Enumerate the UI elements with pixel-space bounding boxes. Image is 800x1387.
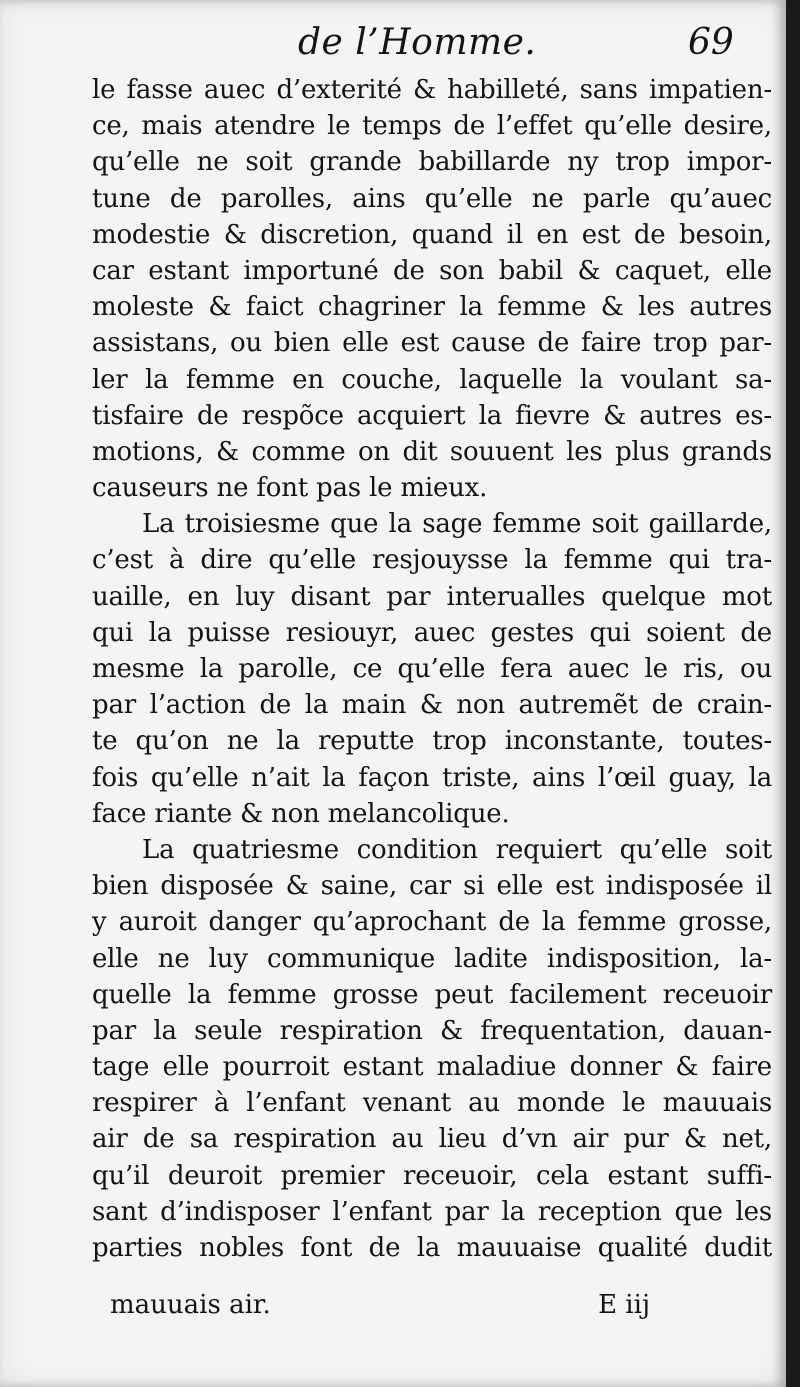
signature-mark: E iij: [598, 1290, 650, 1320]
text-line: face riante & non melancolique.: [92, 798, 510, 829]
text-line: ler la femme en couche, laquelle la voulant sa-: [92, 364, 772, 395]
text-line: tisfaire de respõce acquiert la fievre & autres es-: [92, 400, 772, 431]
text-line: le fasse auec d’exterité & habilleté, sans impatien-: [92, 75, 772, 105]
text-line: ce, mais atendre le temps de l’effet qu’elle desire,: [92, 111, 772, 142]
text-line: par la seule respiration & frequentation, dauan-: [92, 1015, 772, 1046]
text-line: te qu’on ne la reputte trop inconstante, toutes-: [92, 726, 772, 757]
text-line: par l’action de la main & non autremẽt de crain-: [92, 690, 772, 721]
text-line: parties nobles font de la mauuaise qualité dudit: [92, 1233, 772, 1263]
running-title: de l’Homme.: [298, 22, 537, 63]
text-line: qu’il deuroit premier receuoir, cela estant suffi-: [92, 1160, 772, 1191]
text-line: La quatriesme condition requiert qu’elle soit: [142, 834, 772, 865]
final-line: mauuais air.: [110, 1290, 271, 1320]
text-line: tage elle pourroit estant maladiue donner & faire: [92, 1052, 772, 1083]
text-line: air de sa respiration au lieu d’vn air pur & net,: [92, 1124, 772, 1155]
page-footer: [110, 1290, 650, 1326]
text-line: bien disposée & saine, car si elle est indisposée il: [92, 871, 772, 902]
text-line: y auroit danger qu’aprochant de la femme grosse,: [92, 907, 772, 938]
text-line: elle ne luy communique ladite indisposition, la-: [92, 943, 772, 974]
text-line: qui la puisse resiouyr, auec gestes qui soient de: [92, 617, 772, 648]
text-line: qu’elle ne soit grande babillarde ny trop impor-: [92, 147, 772, 178]
page-header: [0, 22, 786, 72]
text-line: motions, & comme on dit souuent les plus grands: [92, 436, 772, 467]
page-number: 69: [688, 22, 734, 63]
text-line: tune de parolles, ains qu’elle ne parle qu’auec: [92, 183, 772, 214]
text-line: moleste & faict chagriner la femme & les autres: [92, 292, 772, 323]
text-line: car estant importuné de son babil & caquet, elle: [92, 255, 772, 286]
text-line: c’est à dire qu’elle resjouysse la femme qui tra-: [92, 545, 772, 576]
text-line: quelle la femme grosse peut facilement receuoir: [92, 979, 772, 1010]
text-line: fois qu’elle n’ait la façon triste, ains l’œil guay, la: [92, 762, 772, 793]
text-line: uaille, en luy disant par interualles quelque mot: [92, 581, 772, 612]
text-line: sant d’indisposer l’enfant par la reception que les: [92, 1196, 772, 1227]
body-text: [92, 72, 772, 1266]
text-line: causeurs ne font pas le mieux.: [92, 473, 488, 504]
text-line: respirer à l’enfant venant au monde le mauuais: [92, 1088, 772, 1119]
text-line: modestie & discretion, quand il en est de besoin,: [92, 219, 772, 250]
text-line: La troisiesme que la sage femme soit gaillarde,: [142, 509, 772, 540]
text-line: assistans, ou bien elle est cause de faire trop par-: [92, 328, 772, 359]
text-line: mesme la parolle, ce qu’elle fera auec le ris, ou: [92, 654, 772, 684]
